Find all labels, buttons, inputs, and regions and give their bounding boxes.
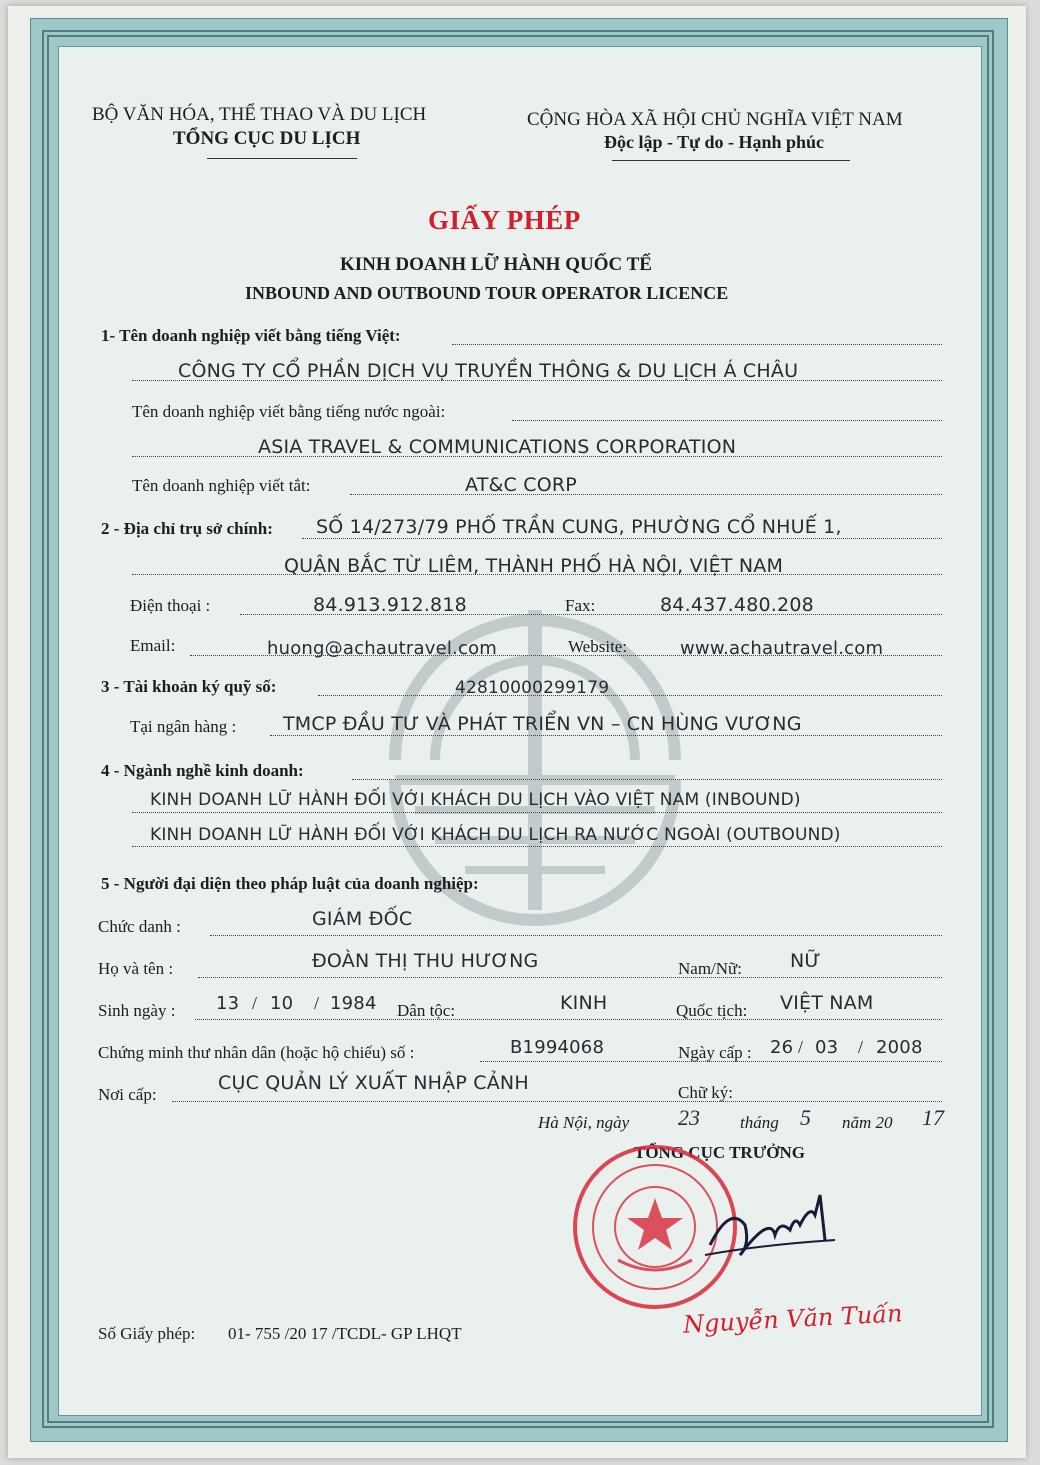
dotted-line (512, 420, 942, 421)
label-email: Email: (130, 636, 176, 655)
label-vi-name: 1- Tên doanh nghiệp viết bằng tiếng Việt: (101, 326, 401, 345)
label-dob: Sinh ngày : (98, 1001, 176, 1020)
fax-value: 84.437.480.208 (660, 594, 814, 616)
dob-month: 10 (270, 993, 294, 1014)
label-account: 3 - Tài khoản ký quỹ số: (101, 677, 277, 696)
licence-title: GIẤY PHÉP (428, 205, 581, 235)
website-value[interactable]: www.achautravel.com (680, 638, 884, 659)
business-line-2: KINH DOANH LỮ HÀNH ĐỐI VỚI KHÁCH DU LỊCH RA NƯỚC NGOÀI (OUTBOUND) (150, 825, 841, 845)
company-name-foreign: ASIA TRAVEL & COMMUNICATIONS CORPORATION (258, 436, 737, 458)
address-line-1: SỐ 14/273/79 PHỐ TRẦN CUNG, PHƯỜNG CỔ NHUẾ 1, (316, 516, 842, 538)
date-separator: / (314, 993, 320, 1013)
dob-day: 13 (216, 993, 240, 1014)
director-signature (700, 1185, 840, 1275)
dotted-line (195, 1019, 942, 1020)
label-ethnic: Dân tộc: (397, 1001, 456, 1020)
bank-name: TMCP ĐẦU TƯ VÀ PHÁT TRIỂN VN – CN HÙNG VƯƠNG (283, 713, 802, 735)
licence-subtitle-en: INBOUND AND OUTBOUND TOUR OPERATOR LICENCE (245, 283, 729, 303)
label-fax: Fax: (565, 596, 596, 615)
label-licence-number: Số Giấy phép: (98, 1324, 196, 1343)
dob-year: 1984 (330, 993, 377, 1014)
label-short-name: Tên doanh nghiệp viết tắt: (132, 476, 311, 495)
company-short-name: AT&C CORP (465, 474, 577, 496)
signer-title: TỔNG CỤC TRƯỞNG (634, 1143, 805, 1162)
date-separator: / (858, 1037, 864, 1057)
dotted-line (452, 344, 942, 345)
account-number: 42810000299179 (455, 678, 610, 698)
issue-month: 03 (815, 1037, 839, 1058)
label-fullname: Họ và tên : (98, 959, 174, 978)
label-business: 4 - Ngành nghề kinh doanh: (101, 761, 304, 780)
position-value: GIÁM ĐỐC (312, 908, 413, 930)
dotted-line (350, 494, 942, 495)
header-underline (207, 158, 357, 159)
ministry-name: BỘ VĂN HÓA, THỂ THAO VÀ DU LỊCH (92, 104, 427, 125)
date-year-suffix: 17 (922, 1105, 944, 1130)
department-name: TỔNG CỤC DU LỊCH (173, 128, 361, 149)
dotted-line (210, 935, 942, 936)
national-motto: Độc lập - Tự do - Hạnh phúc (604, 132, 825, 152)
dotted-line (318, 695, 942, 696)
fullname-value: ĐOÀN THỊ THU HƯƠNG (312, 950, 539, 972)
gender-value: NỮ (790, 950, 821, 972)
dotted-line (270, 735, 942, 736)
label-foreign-name: Tên doanh nghiệp viết bằng tiếng nước ngoài: (132, 402, 446, 421)
licence-subtitle-vi: KINH DOANH LỮ HÀNH QUỐC TẾ (340, 254, 652, 275)
issue-day: 26 (770, 1037, 794, 1058)
label-address: 2 - Địa chỉ trụ sở chính: (101, 519, 273, 538)
signer-name: Nguyễn Văn Tuấn (682, 1299, 904, 1339)
date-separator: / (798, 1037, 804, 1057)
date-month-word: tháng (740, 1113, 779, 1132)
label-legal-rep: 5 - Người đại diện theo pháp luật của doanh nghiệp: (101, 874, 479, 893)
label-issue-place: Nơi cấp: (98, 1085, 157, 1104)
company-name-vi: CÔNG TY CỔ PHẦN DỊCH VỤ TRUYỀN THÔNG & DU LỊCH Á CHÂU (178, 360, 799, 382)
business-line-1: KINH DOANH LỮ HÀNH ĐỐI VỚI KHÁCH DU LỊCH VÀO VIỆT NAM (INBOUND) (150, 790, 801, 810)
label-bank: Tại ngân hàng : (130, 717, 237, 736)
date-day: 23 (678, 1105, 700, 1130)
issue-place-value: CỤC QUẢN LÝ XUẤT NHẬP CẢNH (218, 1072, 529, 1094)
label-id: Chứng minh thư nhân dân (hoặc hộ chiếu) số : (98, 1043, 415, 1062)
label-website: Website: (568, 637, 628, 656)
label-nationality: Quốc tịch: (676, 1001, 748, 1020)
dotted-line (172, 1101, 942, 1102)
label-phone: Điện thoại : (130, 596, 211, 615)
ethnic-value: KINH (560, 992, 608, 1014)
date-year-word: năm 20 (842, 1113, 893, 1132)
republic-name: CỘNG HÒA XÃ HỘI CHỦ NGHĨA VIỆT NAM (527, 109, 903, 130)
dotted-line (132, 812, 942, 813)
dotted-line (132, 846, 942, 847)
dotted-line (302, 538, 942, 539)
address-line-2: QUẬN BẮC TỪ LIÊM, THÀNH PHỐ HÀ NỘI, VIỆT NAM (284, 555, 784, 577)
date-separator: / (252, 993, 258, 1013)
label-issue-date: Ngày cấp : (678, 1043, 752, 1062)
dotted-line (352, 779, 942, 780)
label-signature: Chữ ký: (678, 1083, 734, 1102)
dotted-line (198, 977, 942, 978)
motto-underline (612, 160, 850, 161)
email-value[interactable]: huong@achautravel.com (267, 638, 498, 659)
licence-number: 01- 755 /20 17 /TCDL- GP LHQT (228, 1324, 462, 1343)
issue-year: 2008 (876, 1037, 923, 1058)
phone-value: 84.913.912.818 (313, 594, 467, 616)
date-month: 5 (800, 1105, 811, 1130)
id-number: B1994068 (510, 1037, 605, 1058)
nationality-value: VIỆT NAM (780, 992, 874, 1014)
label-position: Chức danh : (98, 917, 181, 936)
date-place-prefix: Hà Nội, ngày (538, 1113, 630, 1132)
label-gender: Nam/Nữ: (678, 959, 742, 978)
